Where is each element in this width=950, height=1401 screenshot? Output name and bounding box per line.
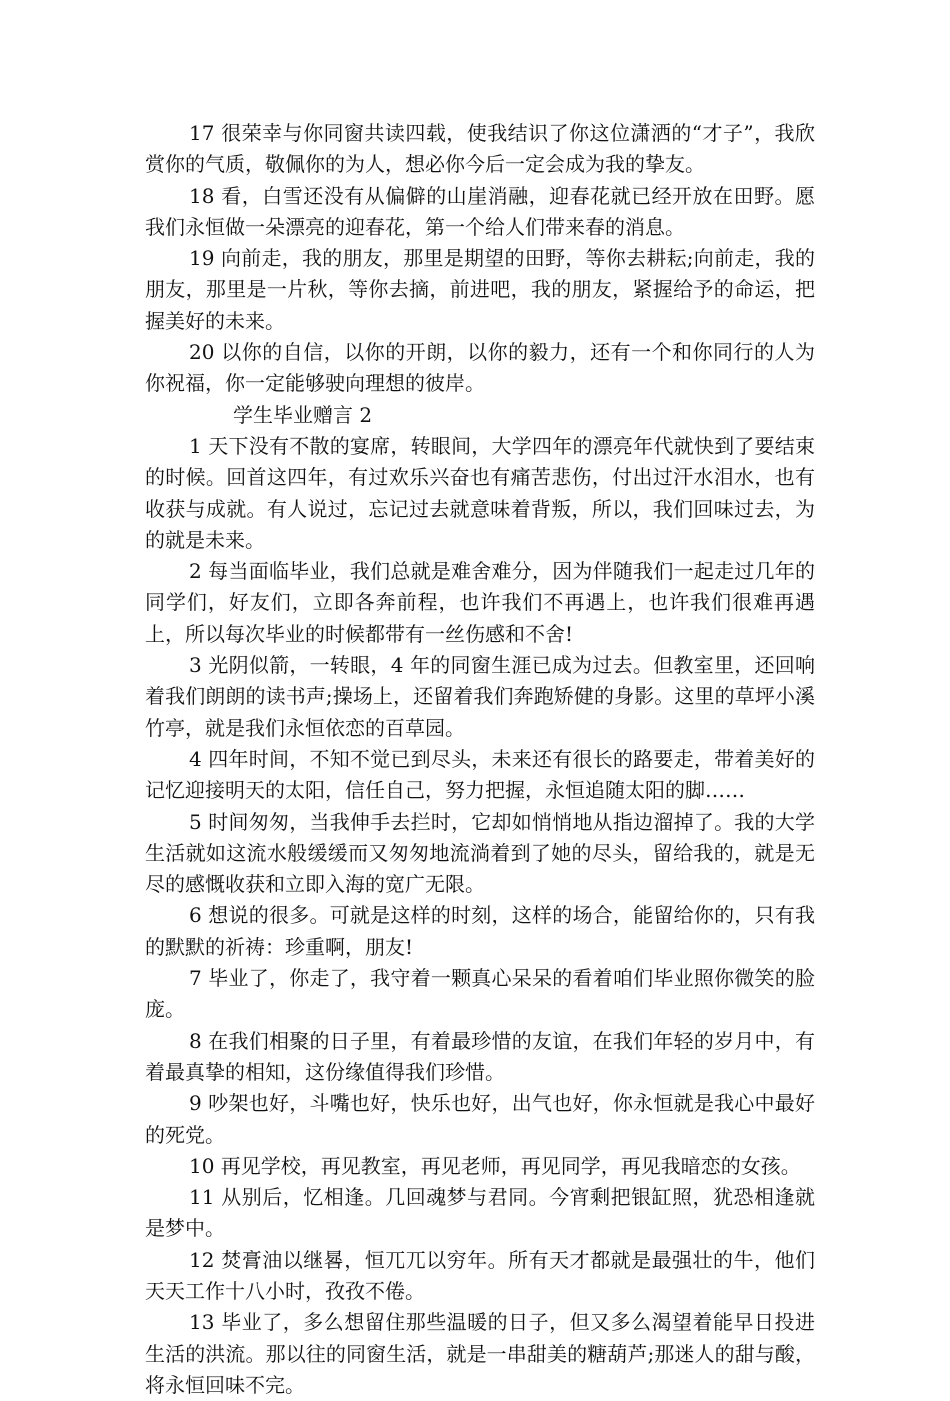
paragraph-3: 3 光阴似箭，一转眼，4 年的同窗生涯已成为过去。但教室里，还回响着我们朗朗的读书声;操场上，还留着我们奔跑矫健的身影。这里的草坪小溪竹亭，就是我们永恒依恋的百草园。 (145, 653, 815, 740)
document-page (145, 118, 815, 1401)
paragraph-1: 1 天下没有不散的宴席，转眼间，大学四年的漂亮年代就快到了要结束的时候。回首这四年，有过欢乐兴奋也有痛苦悲伤，付出过汗水泪水，也有收获与成就。有人说过，忘记过去就意味着背叛，所以，我们回味过去，为的就是未来。 (145, 433, 815, 552)
paragraph-17: 17 很荣幸与你同窗共读四载，使我结识了你这位潇洒的“才子”，我欣赏你的气质，敬佩你的为人，想必你今后一定会成为我的挚友。 (145, 121, 815, 177)
paragraph-9: 9 吵架也好，斗嘴也好，快乐也好，出气也好，你永恒就是我心中最好的死党。 (145, 1091, 815, 1147)
paragraph-6: 6 想说的很多。可就是这样的时刻，这样的场合，能留给你的，只有我的默默的祈祷：珍重啊，朋友! (145, 903, 815, 959)
paragraph-18: 18 看，白雪还没有从偏僻的山崖消融，迎春花就已经开放在田野。愿我们永恒做一朵漂亮的迎春花，第一个给人们带来春的消息。 (145, 183, 815, 239)
paragraph-10: 10 再见学校，再见教室，再见老师，再见同学，再见我暗恋的女孩。 (189, 1153, 801, 1178)
paragraph-12: 12 焚膏油以继晷，恒兀兀以穷年。所有天才都就是最强壮的牛，他们天天工作十八小时，孜孜不倦。 (145, 1247, 815, 1303)
paragraph-4: 4 四年时间，不知不觉已到尽头，未来还有很长的路要走，带着美好的记忆迎接明天的太阳，信任自己，努力把握，永恒追随太阳的脚…… (145, 746, 815, 803)
paragraph-20: 20 以你的自信，以你的开朗，以你的毅力，还有一个和你同行的人为你祝福，你一定能够驶向理想的彼岸。 (145, 340, 815, 396)
paragraph-11: 11 从别后，忆相逢。几回魂梦与君同。今宵剩把银缸照，犹恐相逢就是梦中。 (145, 1185, 815, 1241)
paragraph-5: 5 时间匆匆，当我伸手去拦时，它却如悄悄地从指边溜掉了。我的大学生活就如这流水般缓缓而又匆匆地流淌着到了她的尽头，留给我的，就是无尽的感慨收获和立即入海的宽广无限。 (145, 809, 815, 897)
paragraph-7: 7 毕业了，你走了，我守着一颗真心呆呆的看着咱们毕业照你微笑的脸庞。 (145, 966, 815, 1022)
paragraph-19: 19 向前走，我的朋友，那里是期望的田野，等你去耕耘;向前走，我的朋友，那里是一片秋，等你去摘，前进吧，我的朋友，紧握给予的命运，把握美好的未来。 (145, 246, 815, 333)
paragraph-2: 2 每当面临毕业，我们总就是难舍难分，因为伴随我们一起走过几年的同学们，好友们，立即各奔前程，也许我们不再遇上，也许我们很难再遇上，所以每次毕业的时候都带有一丝伤感和不舍! (145, 559, 815, 646)
paragraph-8: 8 在我们相聚的日子里，有着最珍惜的友谊，在我们年轻的岁月中，有着最真挚的相知，这份缘值得我们珍惜。 (145, 1028, 815, 1084)
paragraph-13: 13 毕业了，多么想留住那些温暖的日子，但又多么渴望着能早日投进生活的洪流。那以往的同窗生活，就是一串甜美的糖葫芦;那迷人的甜与酸，将永恒回味不完。 (145, 1310, 815, 1397)
section-title: 学生毕业赠言 2 (233, 402, 373, 427)
